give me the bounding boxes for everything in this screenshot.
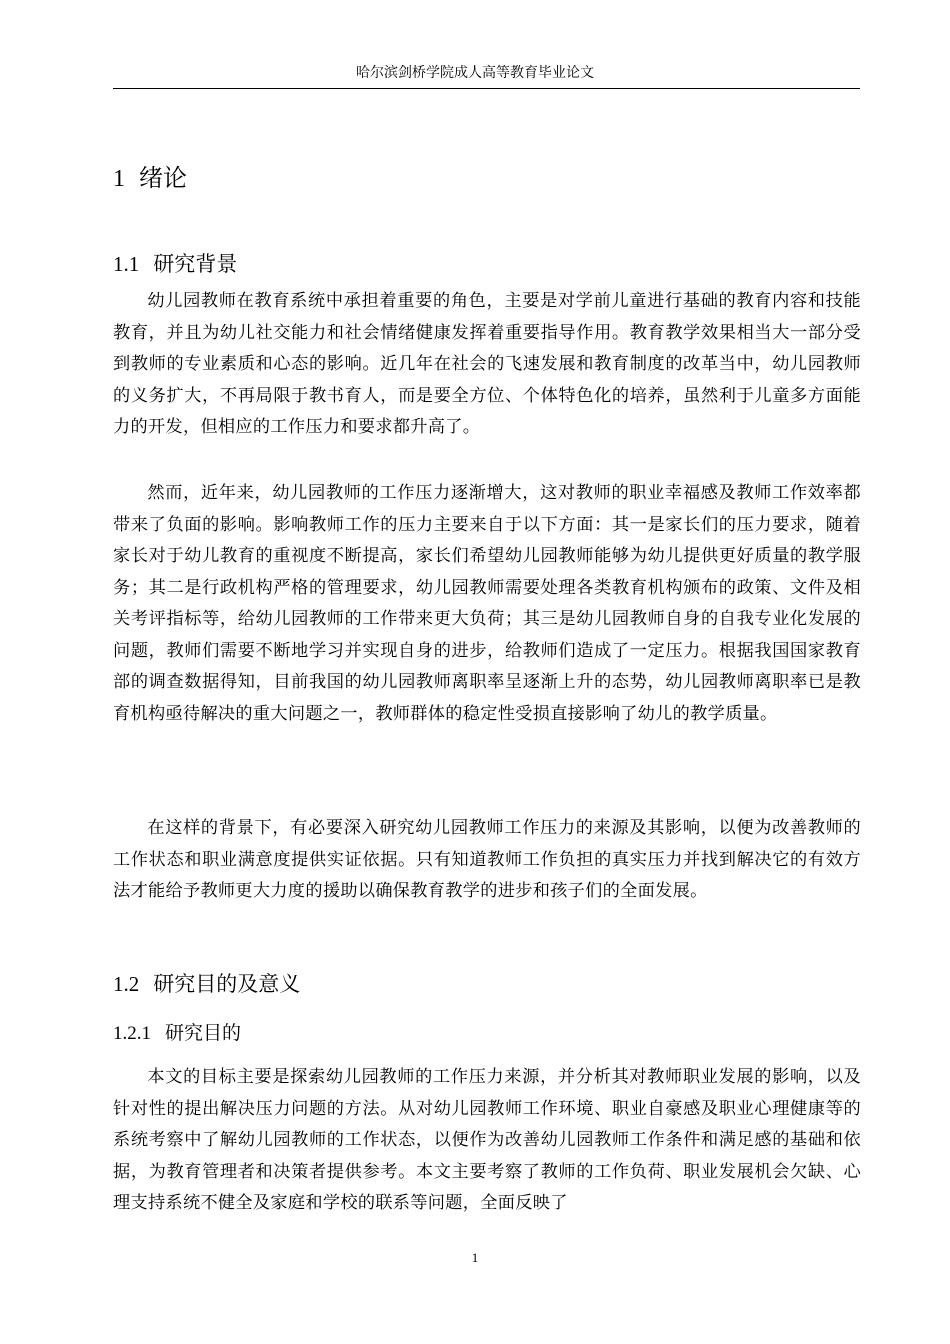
paragraph-purpose-1: 本文的目标主要是探索幼儿园教师的工作压力来源，并分析其对教师职业发展的影响，以及针对性的提出解决压力问题的方法。从对幼儿园教师工作环境、职业自豪感及职业心理健康等的系统考察中了解幼儿园教师的工作状态，以便作为改善幼儿园教师工作条件和满足感的基础和依据，为教育管理者和决策者提供参考。本文主要考察了教师的工作负荷、职业发展机会欠缺、心理支持系统不健全及家庭和学校的联系等问题，全面反映了 <box>113 1067 861 1213</box>
chapter-number: 1 <box>113 166 125 192</box>
paragraph-background-2: 然而，近年来，幼儿园教师的工作压力逐渐增大，这对教师的职业幸福感及教师工作效率都带来了负面的影响。影响教师工作的压力主要来自于以下方面：其一是家长们的压力要求，随着家长对于幼儿教育的重视度不断提高，家长们希望幼儿园教师能够为幼儿提供更好质量的教学服务；其二是行政机构严格的管理要求，幼儿园教师需要处理各类教育机构颁布的政策、文件及相关考评指标等，给幼儿园教师的工作带来更大负荷；其三是幼儿园教师自身的自我专业化发展的问题，教师们需要不断地学习并实现自身的进步，给教师们造成了一定压力。根据我国国家教育部的调查数据得知，目前我国的幼儿园教师离职率呈逐渐上升的态势，幼儿园教师离职率已是教育机构亟待解决的重大问题之一，教师群体的稳定性受损直接影响了幼儿的教学质量。 <box>113 483 861 724</box>
subsection-title: 研究目的 <box>165 1022 242 1044</box>
section-number: 1.2 <box>113 972 140 996</box>
chapter-heading <box>113 162 187 195</box>
section-number: 1.1 <box>113 252 140 276</box>
paragraph-background-3: 在这样的背景下，有必要深入研究幼儿园教师工作压力的来源及其影响，以便为改善教师的工作状态和职业满意度提供实证依据。只有知道教师工作负担的真实压力并找到解决它的有效方法才能给予教师更大力度的援助以确保教育教学的进步和孩子们的全面发展。 <box>113 818 861 901</box>
section-title: 研究背景 <box>153 252 238 276</box>
page-number: 1 <box>471 1250 479 1265</box>
section-heading-1-1 <box>113 250 237 278</box>
subsection-number: 1.2.1 <box>113 1023 151 1044</box>
header-rule <box>113 88 860 89</box>
paragraph-background-1: 幼儿园教师在教育系统中承担着重要的角色，主要是对学前儿童进行基础的教育内容和技能教育，并且为幼儿社交能力和社会情绪健康发挥着重要指导作用。教育教学效果相当大一部分受到教师的专业素质和心态的影响。近几年在社会的飞速发展和教育制度的改革当中，幼儿园教师的义务扩大，不再局限于教书育人，而是要全方位、个体特色化的培养，虽然利于儿童多方面能力的开发，但相应的工作压力和要求都升高了。 <box>113 291 861 437</box>
running-header: 哈尔滨剑桥学院成人高等教育毕业论文 <box>356 65 594 81</box>
chapter-title: 绪论 <box>139 164 187 192</box>
section-heading-1-2 <box>113 970 300 998</box>
subsection-heading-1-2-1 <box>113 1020 241 1047</box>
section-title: 研究目的及意义 <box>153 972 301 996</box>
